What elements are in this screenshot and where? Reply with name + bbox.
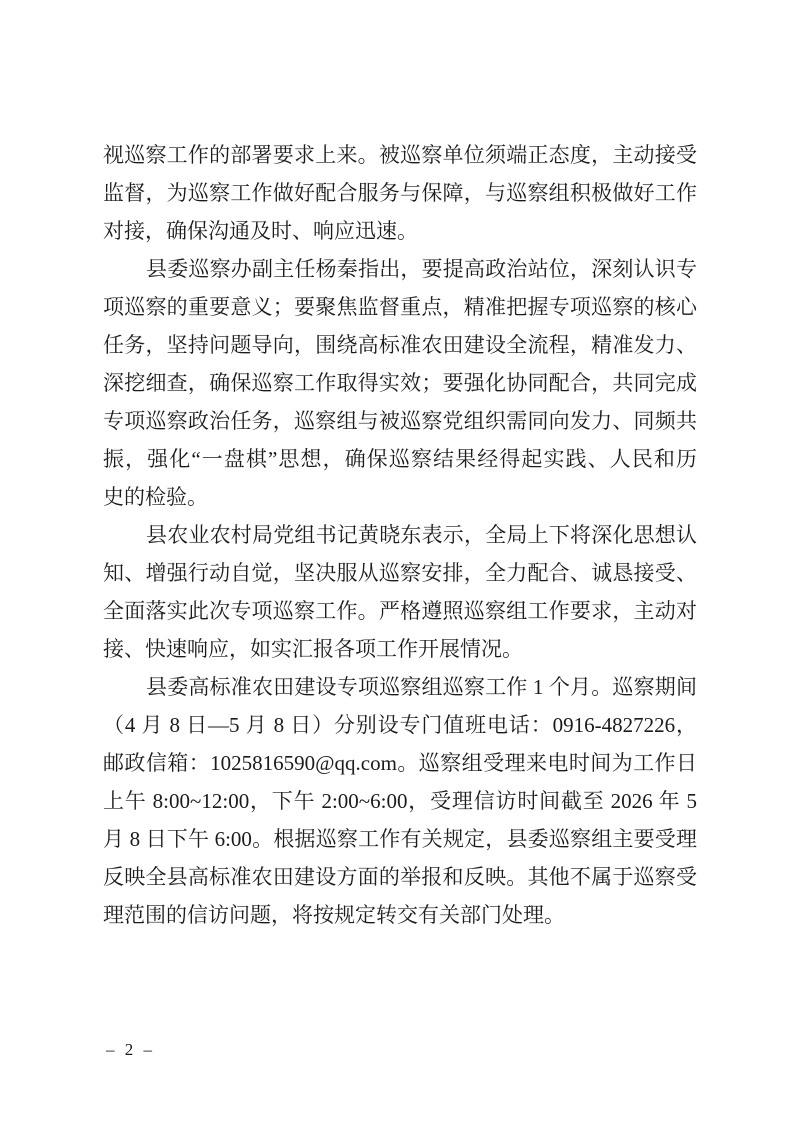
page-number: – 2 –: [106, 1040, 155, 1059]
text-line: 接、快速响应，如实汇报各项工作开展情况。: [103, 637, 523, 661]
text-line: 振，强化“一盘棋”思想，确保巡察结果经得起实践、人民和历: [103, 447, 697, 471]
text-line: 理范围的信访问题，将按规定转交有关部门处理。: [103, 903, 565, 927]
text-line: 专项巡察政治任务，巡察组与被巡察党组织需同向发力、同频共: [103, 409, 697, 433]
text-line: 月 8 日下午 6:00。根据巡察工作有关规定，县委巡察组主要受理: [103, 827, 697, 851]
text-line: 对接，确保沟通及时、响应迅速。: [103, 219, 418, 243]
text-line: 邮政信箱：1025816590@qq.com。巡察组受理来电时间为工作日: [103, 751, 697, 775]
text-line: 视巡察工作的部署要求上来。被巡察单位须端正态度，主动接受: [103, 143, 697, 167]
text-line: 县委高标准农田建设专项巡察组巡察工作 1 个月。巡察期间: [146, 675, 697, 699]
text-line: 深挖细查，确保巡察工作取得实效；要强化协同配合，共同完成: [103, 371, 697, 395]
text-line: 反映全县高标准农田建设方面的举报和反映。其他不属于巡察受: [103, 865, 697, 889]
text-line: 全面落实此次专项巡察工作。严格遵照巡察组工作要求，主动对: [103, 599, 697, 623]
document-body: [103, 136, 697, 934]
text-line: 知、增强行动自觉，坚决服从巡察安排，全力配合、诚恳接受、: [103, 561, 697, 585]
text-line: 上午 8:00~12:00，下午 2:00~6:00，受理信访时间截至 2026 年 5: [103, 789, 697, 813]
text-line: （4 月 8 日—5 月 8 日）分别设专门值班电话：0916-4827226，: [103, 713, 697, 737]
text-line: 县委巡察办副主任杨秦指出，要提高政治站位，深刻认识专: [146, 257, 697, 281]
text-line: 任务，坚持问题导向，围绕高标准农田建设全流程，精准发力、: [103, 333, 697, 357]
text-line: 项巡察的重要意义；要聚焦监督重点，精准把握专项巡察的核心: [103, 295, 697, 319]
text-line: 监督，为巡察工作做好配合服务与保障，与巡察组积极做好工作: [103, 181, 697, 205]
text-line: 史的检验。: [103, 485, 208, 509]
text-line: 县农业农村局党组书记黄晓东表示，全局上下将深化思想认: [146, 523, 697, 547]
